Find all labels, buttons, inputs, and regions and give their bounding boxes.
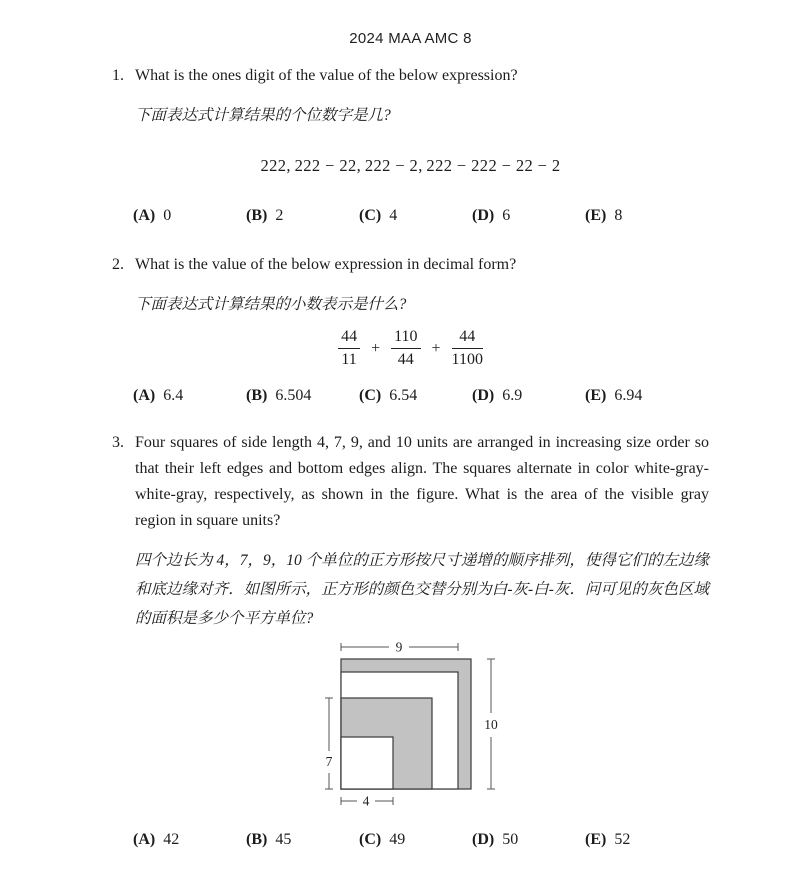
dim-right-label: 10 bbox=[483, 717, 498, 732]
denominator: 44 bbox=[397, 351, 414, 368]
dim-top-label: 9 bbox=[395, 639, 402, 655]
question-2 bbox=[112, 252, 709, 406]
choice-value: 0 bbox=[163, 207, 172, 224]
choice-value: 45 bbox=[275, 831, 292, 848]
choice-label: (D) bbox=[472, 387, 495, 404]
fraction-2 bbox=[391, 327, 420, 370]
choice-c bbox=[359, 386, 472, 406]
question-1 bbox=[112, 63, 709, 226]
choice-value: 6.94 bbox=[614, 387, 643, 404]
choice-label: (B) bbox=[246, 831, 268, 848]
choice-value: 49 bbox=[389, 831, 406, 848]
choice-e bbox=[585, 206, 622, 226]
choice-value: 4 bbox=[389, 207, 398, 224]
choice-value: 42 bbox=[163, 831, 180, 848]
choice-label: (E) bbox=[585, 207, 607, 224]
question-text-en: What is the value of the below expression in decimal form? bbox=[135, 256, 517, 273]
denominator: 1100 bbox=[451, 351, 483, 368]
choice-b bbox=[246, 830, 359, 850]
choice-e bbox=[585, 830, 630, 850]
question-text-zh: 四个边长为 4，7，9，10 个单位的正方形按尺寸递增的顺序排列，使得它们的左边缘和底边缘对齐．如图所示，正方形的颜色交替分别为白-灰-白-灰．问可见的灰色区域的面积是多少个平方单位? bbox=[135, 552, 709, 627]
fraction-expression bbox=[112, 327, 709, 370]
plus-operator: + bbox=[371, 339, 381, 357]
choice-label: (C) bbox=[359, 387, 382, 404]
choice-label: (E) bbox=[585, 831, 607, 848]
question-text-zh: 下面表达式计算结果的个位数字是几? bbox=[135, 107, 391, 124]
squares-figure-svg bbox=[319, 639, 503, 811]
question-text-en: What is the ones digit of the value of the below expression? bbox=[135, 67, 518, 84]
denominator: 11 bbox=[341, 351, 357, 368]
choice-b bbox=[246, 386, 359, 406]
numerator: 44 bbox=[338, 327, 360, 349]
choice-label: (A) bbox=[133, 387, 156, 404]
choice-a bbox=[133, 386, 246, 406]
choice-label: (B) bbox=[246, 387, 268, 404]
plus-operator: + bbox=[431, 339, 441, 357]
fraction-1 bbox=[338, 327, 360, 370]
question-number: 3. bbox=[112, 434, 124, 451]
choice-value: 6.4 bbox=[163, 387, 184, 404]
nested-squares-figure bbox=[112, 639, 709, 816]
square-4 bbox=[341, 737, 393, 789]
choice-value: 6.9 bbox=[502, 387, 523, 404]
choice-label: (C) bbox=[359, 207, 382, 224]
choice-value: 6 bbox=[502, 207, 511, 224]
choice-a bbox=[133, 830, 246, 850]
question-3 bbox=[112, 430, 709, 850]
math-expression: 222, 222 − 22, 222 − 2, 222 − 222 − 22 − 2 bbox=[260, 156, 561, 175]
question-text-zh: 下面表达式计算结果的小数表示是什么? bbox=[135, 296, 407, 313]
choice-label: (A) bbox=[133, 831, 156, 848]
choice-value: 6.504 bbox=[275, 387, 312, 404]
answer-choices bbox=[133, 386, 709, 406]
choice-d bbox=[472, 386, 585, 406]
choice-label: (A) bbox=[133, 207, 156, 224]
choice-value: 2 bbox=[275, 207, 284, 224]
choice-label: (D) bbox=[472, 207, 495, 224]
choice-value: 8 bbox=[614, 207, 623, 224]
question-1-prompt bbox=[112, 63, 709, 89]
question-number: 1. bbox=[112, 67, 124, 84]
question-3-prompt bbox=[112, 430, 709, 534]
question-2-prompt bbox=[112, 252, 709, 278]
choice-value: 6.54 bbox=[389, 387, 418, 404]
choice-label: (B) bbox=[246, 207, 268, 224]
question-text-en: Four squares of side length 4, 7, 9, and 10 units are arranged in increasing size order so that their left edges and bottom edges align. The squares alternate in color white-gray-white-gray, respectively, as shown in the figure. What is the area of the visible gray region in square units? bbox=[135, 434, 709, 529]
choice-label: (E) bbox=[585, 387, 607, 404]
dim-bottom-label: 4 bbox=[362, 793, 369, 809]
answer-choices bbox=[133, 830, 709, 850]
page-title: 2024 MAA AMC 8 bbox=[349, 30, 472, 47]
answer-choices bbox=[133, 206, 709, 226]
choice-label: (D) bbox=[472, 831, 495, 848]
choice-d bbox=[472, 206, 585, 226]
choice-e bbox=[585, 386, 642, 406]
fraction-3 bbox=[452, 327, 483, 370]
choice-c bbox=[359, 206, 472, 226]
choice-a bbox=[133, 206, 246, 226]
choice-b bbox=[246, 206, 359, 226]
choice-d bbox=[472, 830, 585, 850]
dim-left-label: 7 bbox=[325, 754, 332, 769]
choice-c bbox=[359, 830, 472, 850]
choice-value: 50 bbox=[502, 831, 519, 848]
question-number: 2. bbox=[112, 256, 124, 273]
numerator: 44 bbox=[452, 327, 483, 349]
choice-label: (C) bbox=[359, 831, 382, 848]
choice-value: 52 bbox=[614, 831, 631, 848]
numerator: 110 bbox=[391, 327, 420, 349]
